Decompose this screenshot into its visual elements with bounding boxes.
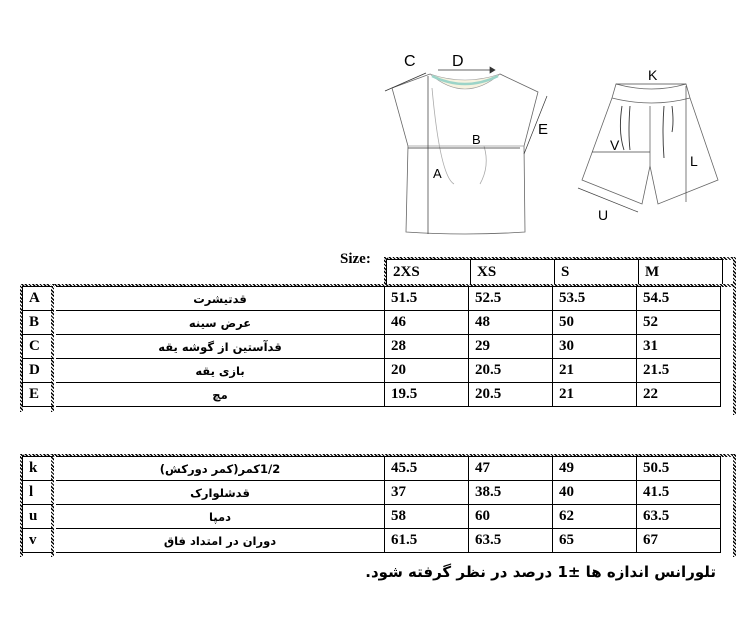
- size-header: [386, 259, 723, 285]
- tshirt-diagram: [372, 36, 558, 246]
- label-c: C: [404, 53, 416, 70]
- size-m: M: [639, 260, 723, 285]
- table-row: E مچ 19.5 20.5 21 22: [23, 383, 721, 407]
- label-e: E: [538, 121, 549, 138]
- size-2xs: 2XS: [387, 260, 471, 285]
- shorts-size-table: [22, 456, 721, 553]
- table-row: v دوران در امتداد فاق 61.5 63.5 65 67: [23, 529, 721, 553]
- label-d: D: [452, 53, 464, 70]
- table-row: l قدشلوارک 37 38.5 40 41.5: [23, 481, 721, 505]
- label-k: K: [648, 67, 658, 83]
- size-s: S: [555, 260, 639, 285]
- table-row: u دمپا 58 60 62 63.5: [23, 505, 721, 529]
- shorts-diagram: [572, 62, 722, 222]
- table-row: k 1/2کمر(کمر دورکش) 45.5 47 49 50.5: [23, 457, 721, 481]
- hatched-border: [733, 454, 736, 557]
- label-b: B: [472, 132, 481, 147]
- label-u: U: [598, 207, 609, 222]
- table-row: A قدتیشرت 51.5 52.5 53.5 54.5: [23, 287, 721, 311]
- label-v: V: [610, 137, 620, 153]
- table-row: B عرض سینه 46 48 50 52: [23, 311, 721, 335]
- label-l: L: [690, 153, 698, 169]
- table-row: D بازی یقه 20 20.5 21 21.5: [23, 359, 721, 383]
- size-xs: XS: [471, 260, 555, 285]
- hatched-border: [733, 257, 736, 415]
- label-a: A: [433, 166, 442, 181]
- tolerance-note: تلورانس اندازه ها ±1 درصد در نظر گرفته شود.: [365, 563, 716, 581]
- table-row: C قدآستین از گوشه یقه 28 29 30 31: [23, 335, 721, 359]
- size-label: Size:: [340, 251, 371, 267]
- tshirt-size-table: [22, 286, 721, 407]
